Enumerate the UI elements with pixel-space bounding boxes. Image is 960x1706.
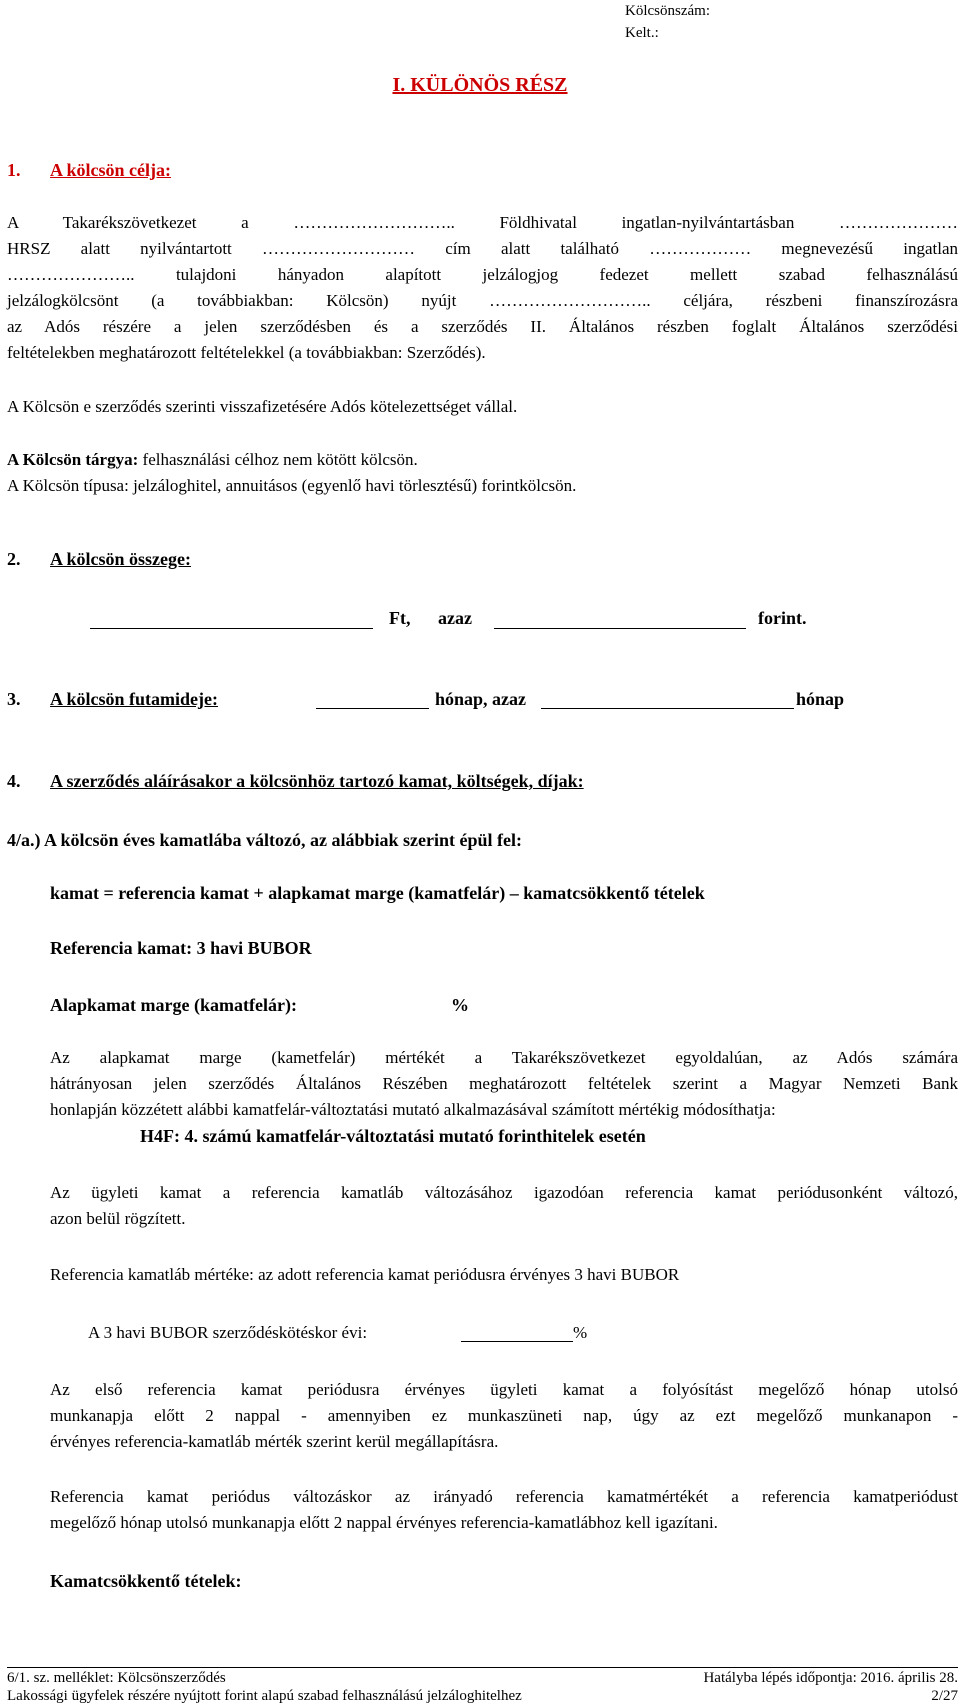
footer-product: Lakossági ügyfelek részére nyújtott forint alapú szabad felhasználású jelzáloghitelhez [7,1688,522,1704]
rate-par-line2: azon belül rögzített. [50,1209,186,1228]
section1-line1: A Takarékszövetkezet a ……………………….. Földhivatal ingatlan-nyilvántartásban ………………… [7,213,958,232]
margin-par-line2: hátrányosan jelen szerződés Általános Részében meghatározott feltételek szerint a Magyar Nemzeti Bank [50,1074,958,1093]
forint-label: forint. [758,608,807,628]
loan-type-line: A Kölcsön típusa: jelzáloghitel, annuitásos (egyenlő havi törlesztésű) forintkölcsön. [7,476,577,495]
h4f-indicator: H4F: 4. számú kamatfelár-változtatási mutató forinthitelek esetén [140,1126,646,1146]
section1-line5: az Adós részére a jelen szerződésben és a szerződés II. Általános részben foglalt Általános szerződési [7,317,958,336]
bubor-label: A 3 havi BUBOR szerződéskötéskor évi: [88,1323,368,1342]
subsection-4a [7,827,522,853]
azaz-label: azaz [438,608,472,628]
margin-label: Alapkamat marge (kamatfelár): [50,995,297,1015]
page-title: I. KÜLÖNÖS RÉSZ [392,74,568,96]
section1-number: 1. [7,160,21,180]
term-words-field[interactable] [541,707,794,709]
section1-heading: A kölcsön célja: [50,160,171,180]
section4-heading: A szerződés aláírásakor a kölcsönhöz tartozó kamat, költségek, díjak: [50,771,584,791]
first-period-line2: munkanapja előtt 2 nappal - amennyiben ez munkaszüneti nap, úgy az ezt megelőző munkanapon - [50,1406,958,1425]
obligation-text: A Kölcsön e szerződés szerinti visszafizetésére Adós kötelezettséget vállal. [7,397,518,416]
term-months-field[interactable] [316,707,429,709]
amount-words-field[interactable] [494,627,746,629]
section3-heading: A kölcsön futamideje: [50,689,218,709]
subsection-4a-number: 4/a.) [7,830,41,850]
loan-number-label: Kölcsönszám: [625,3,710,19]
section1-line4: jelzálogkölcsönt (a továbbiakban: Kölcsön) nyújt ……………………….. céljára, részbeni finanszírozásra [7,291,958,310]
amount-field[interactable] [90,627,373,629]
section2-heading: A kölcsön összege: [50,549,191,569]
footer-row2 [7,1686,958,1706]
subject-label: A Kölcsön tárgya: [7,450,139,469]
footer-row1 [7,1668,958,1688]
period-change-line1: Referencia kamat periódus változáskor az irányadó referencia kamatmértékét a referencia kamatperiódust [50,1487,958,1506]
reference-rate-text: Referencia kamatláb mértéke: az adott referencia kamat periódusra érvényes 3 havi BUBOR [50,1265,680,1284]
subject-line [7,447,958,473]
margin-par-line1: Az alapkamat marge (kametfelár) mértékét a Takarékszövetkezet egyoldalúan, az Adós számára [50,1048,958,1067]
section1-line6: feltételekben meghatározott feltételekkel (a továbbiakban: Szerződés). [7,343,486,362]
honap-azaz-label: hónap, azaz [435,689,527,709]
page-number: 2/27 [931,1688,958,1704]
bubor-percent: % [573,1323,588,1342]
discount-heading: Kamatcsökkentő tételek: [50,1571,242,1591]
footer-attachment: 6/1. sz. melléklet: Kölcsönszerződés [7,1670,226,1686]
reference-rate-label: Referencia kamat: 3 havi BUBOR [50,938,312,958]
subsection-4a-text: A kölcsön éves kamatlába változó, az alábbiak szerint épül fel: [40,830,522,850]
margin-par-line3: honlapján közzétett alábbi kamatfelár-változtatási mutató alkalmazásával számított mértékig módosíthatja: [50,1100,776,1119]
date-label: Kelt.: [625,25,659,41]
section1-line3: ………………….. tulajdoni hányadon alapított jelzálogjog fedezet mellett szabad felhasználású [7,265,958,284]
first-period-line3: érvényes referencia-kamatláb mérték szerint kerül megállapításra. [50,1432,499,1451]
honap-label: hónap [796,689,845,709]
footer-effective-date: Hatályba lépés időpontja: 2016. április 28. [703,1670,958,1686]
first-period-line1: Az első referencia kamat periódusra érvényes ügyleti kamat a folyósítást megelőző hónap utolsó [50,1380,958,1399]
ft-label: Ft, [389,608,411,628]
section4-number: 4. [7,771,21,791]
section2-number: 2. [7,549,21,569]
section1-line2: HRSZ alatt nyilvántartott ……………………… cím alatt található ……………… megnevezésű ingatlan [7,239,958,258]
section3-number: 3. [7,689,21,709]
subject-value: felhasználási célhoz nem kötött kölcsön. [138,450,418,469]
margin-percent: % [451,995,469,1015]
period-change-line2: megelőző hónap utolsó munkanapja előtt 2 nappal érvényes referencia-kamatlábhoz kell igazítani. [50,1513,718,1532]
header-block [625,0,710,44]
bubor-field[interactable] [461,1340,573,1342]
rate-par-line1: Az ügyleti kamat a referencia kamatláb változásához igazodóan referencia kamat periódusonként változó, [50,1183,958,1202]
interest-formula: kamat = referencia kamat + alapkamat marge (kamatfelár) – kamatcsökkentő tételek [50,883,705,903]
